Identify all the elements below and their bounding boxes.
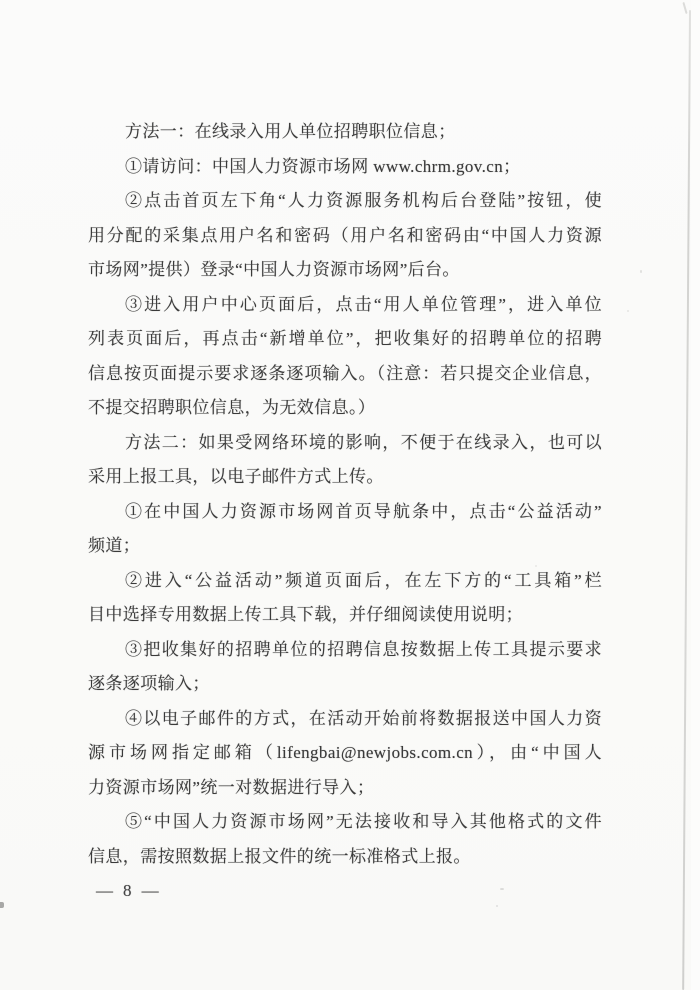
- text-line: ③把收集好的招聘单位的招聘信息按数据上传工具提示要求: [125, 639, 602, 659]
- scan-speck: [126, 574, 128, 576]
- text-line-method1: 方法一：在线录入用人单位招聘职位信息；: [125, 122, 456, 141]
- text-line: 信息，需按照数据上报文件的统一标准格式上报。: [88, 846, 471, 866]
- scan-speck: [535, 565, 537, 567]
- text-line: 信息按页面提示要求逐条逐项输入。（注意：若只提交企业信息，: [88, 363, 602, 383]
- text-line: 频道；: [88, 536, 141, 555]
- text-line-step1-visit: ①请访问：中国人力资源市场网 www.chrm.gov.cn；: [125, 156, 521, 176]
- page-number: — 8 —: [96, 881, 159, 900]
- text-line: ⑤“中国人力资源市场网”无法接收和导入其他格式的文件: [125, 812, 602, 831]
- document-body: [88, 115, 602, 909]
- scan-speck: [496, 905, 498, 907]
- text-line: 用分配的采集点用户名和密码（用户名和密码由“中国人力资源: [88, 225, 602, 245]
- scan-speck: [500, 888, 504, 890]
- scan-speck: [0, 902, 4, 908]
- text-line: 目中选择专用数据上传工具下载，并仔细阅读使用说明；: [88, 605, 523, 624]
- scan-speck: [640, 270, 642, 273]
- text-line: 不提交招聘职位信息，为无效信息。）: [88, 398, 376, 417]
- page-edge-strip: [691, 0, 700, 990]
- text-line: 市场网”提供）登录“中国人力资源市场网”后台。: [88, 260, 460, 279]
- text-line: ①在中国人力资源市场网首页导航条中，点击“公益活动”: [125, 501, 602, 521]
- text-line-email-address: 源市场网指定邮箱（lifengbai@newjobs.com.cn），由“中国人: [88, 743, 602, 762]
- scan-speck: [627, 310, 629, 312]
- text-line: 力资源市场网”统一对数据进行导入；: [88, 777, 375, 797]
- text-line-step4-email: ④以电子邮件的方式，在活动开始前将数据报送中国人力资: [125, 708, 602, 728]
- text-line: ②点击首页左下角“人力资源服务机构后台登陆”按钮，使: [125, 191, 602, 210]
- text-line-method2: 方法二：如果受网络环境的影响，不便于在线录入，也可以: [125, 432, 602, 452]
- text-line: ②进入“公益活动”频道页面后，在左下方的“工具箱”栏: [125, 570, 602, 590]
- text-line: 列表页面后，再点击“新增单位”，把收集好的招聘单位的招聘: [88, 329, 602, 348]
- text-line: ③进入用户中心页面后，点击“用人单位管理”，进入单位: [125, 294, 602, 314]
- page-edge-line: [682, 10, 690, 990]
- text-line: 逐条逐项输入；: [88, 674, 210, 693]
- text-line: 采用上报工具，以电子邮件方式上传。: [88, 467, 384, 486]
- page-edge-corner: [682, 2, 687, 14]
